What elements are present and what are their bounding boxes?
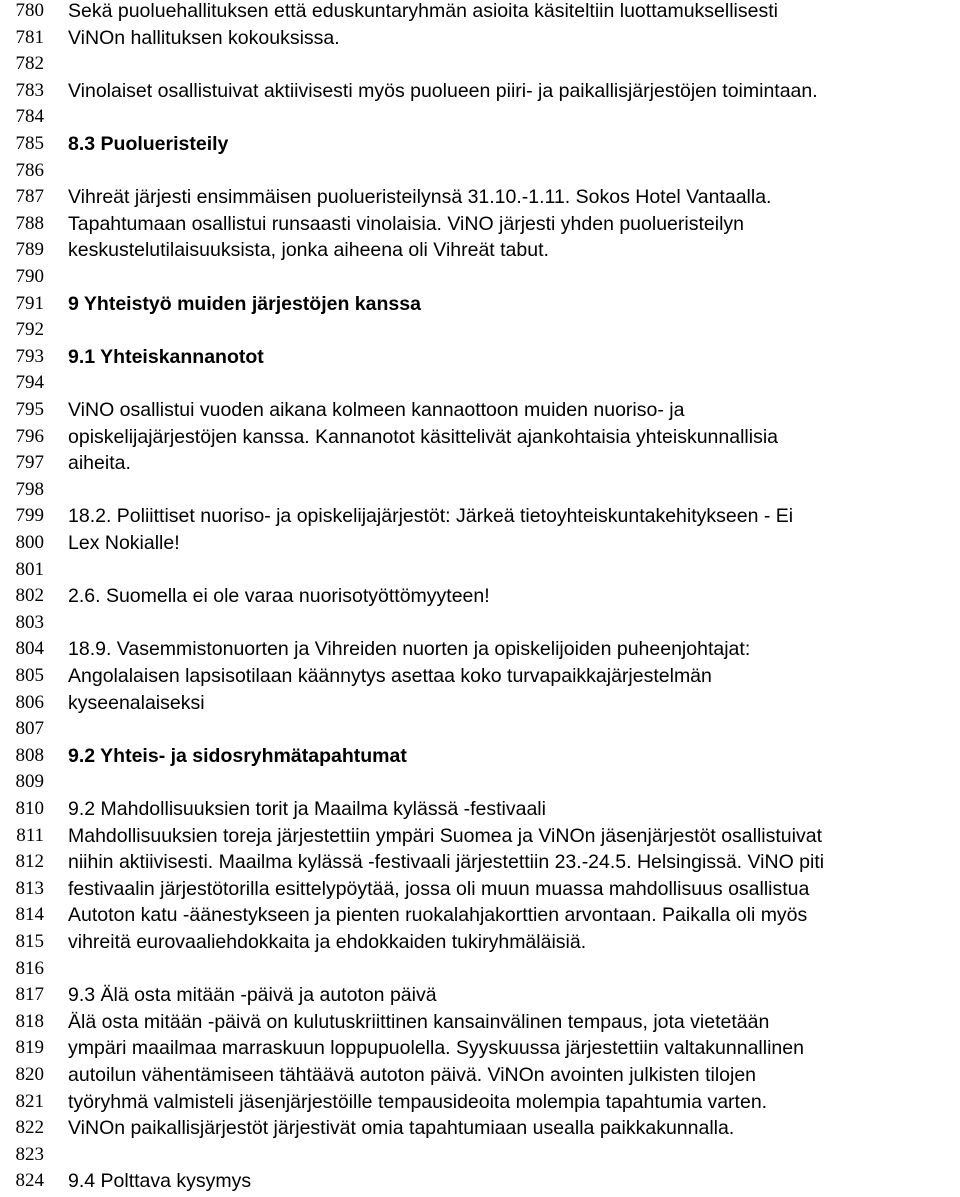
line-number: 793 [15, 345, 44, 367]
document-line [0, 27, 960, 54]
line-number: 804 [15, 638, 44, 660]
document-line [0, 798, 960, 825]
line-number: 811 [16, 824, 44, 846]
document-line [0, 559, 960, 586]
line-number: 803 [15, 611, 44, 633]
line-number: 808 [15, 744, 44, 766]
line-number: 806 [15, 691, 44, 713]
document-line [0, 1091, 960, 1118]
line-number: 789 [15, 239, 44, 261]
line-text: festivaalin järjestötorilla esittelypöytää, jossa oli muun muassa mahdollisuus osallistua [68, 877, 810, 900]
line-number: 795 [15, 399, 44, 420]
line-text: niihin aktiivisesti. Maailma kylässä -festivaali järjestettiin 23.-24.5. Helsingissä. ViNO piti [68, 851, 825, 874]
document-line [0, 53, 960, 80]
line-number: 812 [15, 851, 44, 873]
line-number: 792 [15, 319, 44, 341]
line-text: Autoton katu -äänestykseen ja pienten ruokalahjakorttien arvontaan. Paikalla oli myös [68, 904, 808, 927]
document-line [0, 106, 960, 133]
section-heading: 9.2 Yhteis- ja sidosryhmätapahtumat [68, 744, 407, 767]
line-number: 814 [15, 904, 44, 926]
line-number: 807 [15, 718, 44, 740]
line-number: 780 [15, 0, 44, 21]
document-line [0, 266, 960, 293]
line-number: 782 [15, 53, 44, 75]
line-text: aiheita. [68, 452, 131, 475]
document-line [0, 399, 960, 426]
line-number: 821 [15, 1090, 44, 1112]
line-number: 796 [15, 425, 44, 447]
line-text: Vinolaiset osallistuivat aktiivisesti myös puolueen piiri- ja paikallisjärjestöjen toimintaan. [68, 79, 818, 102]
document-line [0, 878, 960, 905]
line-text: kyseenalaiseksi [68, 691, 205, 714]
document-line [0, 638, 960, 665]
document-line [0, 133, 960, 160]
document-line [0, 532, 960, 559]
document-line [0, 1011, 960, 1038]
document-line [0, 239, 960, 266]
line-text: vihreitä eurovaaliehdokkaita ja ehdokkaiden tukiryhmäläisiä. [68, 931, 587, 953]
line-text: ViNOn hallituksen kokouksissa. [68, 26, 340, 49]
document-line [0, 1117, 960, 1144]
line-number: 815 [15, 931, 44, 952]
document-line [0, 293, 960, 320]
line-text: ViNOn paikallisjärjestöt järjestivät omia tapahtumiaan usealla paikkakunnalla. [68, 1117, 735, 1140]
line-number: 797 [15, 452, 44, 474]
line-number: 822 [15, 1117, 44, 1139]
section-heading: 9 Yhteistyö muiden järjestöjen kanssa [68, 292, 421, 315]
document-line [0, 452, 960, 479]
line-text: autoilun vähentämiseen tähtäävä autoton päivä. ViNOn avointen julkisten tilojen [68, 1064, 757, 1086]
line-text: Tapahtumaan osallistui runsaasti vinolaisia. ViNO järjesti yhden puolueristeilyn [68, 212, 744, 235]
document-line [0, 186, 960, 213]
line-number: 813 [15, 877, 44, 899]
document-line [0, 904, 960, 931]
document-line [0, 745, 960, 772]
line-number: 798 [15, 478, 44, 500]
document-line [0, 1144, 960, 1171]
document-line [0, 931, 960, 958]
line-number: 786 [15, 159, 44, 181]
document-line [0, 1064, 960, 1091]
line-text: työryhmä valmisteli jäsenjärjestöille tempausideoita molempia tapahtumia varten. [68, 1090, 768, 1113]
document-line [0, 0, 960, 27]
line-number: 787 [15, 186, 44, 208]
line-number: 816 [15, 957, 44, 979]
line-number: 794 [15, 372, 44, 394]
line-text: Lex Nokialle! [68, 532, 180, 554]
document-line [0, 426, 960, 453]
line-number: 790 [15, 266, 44, 287]
document-line [0, 984, 960, 1011]
line-text: Sekä puoluehallituksen että eduskuntaryhmän asioita käsiteltiin luottamuksellisesti [68, 0, 778, 22]
document-line [0, 825, 960, 852]
line-text: keskustelutilaisuuksista, jonka aiheena oli Vihreät tabut. [68, 239, 549, 262]
line-number: 820 [15, 1064, 44, 1085]
line-text: 9.3 Älä osta mitään -päivä ja autoton päivä [68, 984, 437, 1007]
document-line [0, 585, 960, 612]
line-text: ViNO osallistui vuoden aikana kolmeen kannaottoon muiden nuoriso- ja [68, 399, 685, 421]
line-number: 809 [15, 771, 44, 793]
document-line [0, 851, 960, 878]
line-number: 788 [15, 212, 44, 234]
document-line [0, 665, 960, 692]
section-heading: 8.3 Puolueristeily [68, 133, 229, 155]
line-text: 9.2 Mahdollisuuksien torit ja Maailma kylässä -festivaali [68, 798, 546, 820]
document-line [0, 213, 960, 240]
document-line [0, 612, 960, 639]
line-text: 18.2. Poliittiset nuoriso- ja opiskelijajärjestöt: Järkeä tietoyhteiskuntakehitykseen - Ei [68, 505, 794, 528]
document-line [0, 1037, 960, 1064]
line-number: 810 [15, 798, 44, 819]
document-line [0, 319, 960, 346]
line-number: 818 [15, 1010, 44, 1032]
line-text: Mahdollisuuksien toreja järjestettiin ympäri Suomea ja ViNOn jäsenjärjestöt osallistuivat [68, 824, 822, 847]
document-line [0, 771, 960, 798]
document-line [0, 479, 960, 506]
document-line [0, 958, 960, 985]
line-text: 18.9. Vasemmistonuorten ja Vihreiden nuorten ja opiskelijoiden puheenjohtajat: [68, 638, 751, 661]
document-line [0, 80, 960, 107]
line-number: 805 [15, 665, 44, 686]
line-text: Angolalaisen lapsisotilaan käännytys asettaa koko turvapaikkajärjestelmän [68, 665, 712, 687]
line-number: 802 [15, 585, 44, 607]
document-line [0, 346, 960, 373]
line-number: 823 [15, 1143, 44, 1165]
document-line [0, 505, 960, 532]
line-number: 819 [15, 1037, 44, 1059]
line-number: 799 [15, 505, 44, 527]
line-number: 791 [15, 292, 44, 314]
document-line [0, 1170, 960, 1197]
section-heading: 9.1 Yhteiskannanotot [68, 345, 264, 368]
line-number: 817 [15, 984, 44, 1006]
line-number: 800 [15, 532, 44, 553]
line-text: opiskelijajärjestöjen kanssa. Kannanotot käsittelivät ajankohtaisia yhteiskunnallisia [68, 425, 778, 448]
document-line [0, 692, 960, 719]
line-number: 824 [15, 1170, 44, 1192]
line-text: ympäri maailmaa marraskuun loppupuolella. Syyskuussa järjestettiin valtakunnallinen [68, 1037, 804, 1060]
line-text: 2.6. Suomella ei ole varaa nuorisotyöttömyyteen! [68, 585, 490, 608]
line-number: 783 [15, 79, 44, 101]
document-line [0, 160, 960, 187]
line-text: Älä osta mitään -päivä on kulutuskriittinen kansainvälinen tempaus, jota vietetään [68, 1010, 770, 1033]
line-number: 781 [15, 26, 44, 48]
line-text: Vihreät järjesti ensimmäisen puolueristeilynsä 31.10.-1.11. Sokos Hotel Vantaalla. [68, 186, 772, 209]
document-line [0, 372, 960, 399]
line-number: 784 [15, 106, 44, 128]
line-text: 9.4 Polttava kysymys [68, 1170, 252, 1193]
line-number: 801 [15, 558, 44, 580]
line-number: 785 [15, 133, 44, 154]
document-line [0, 718, 960, 745]
